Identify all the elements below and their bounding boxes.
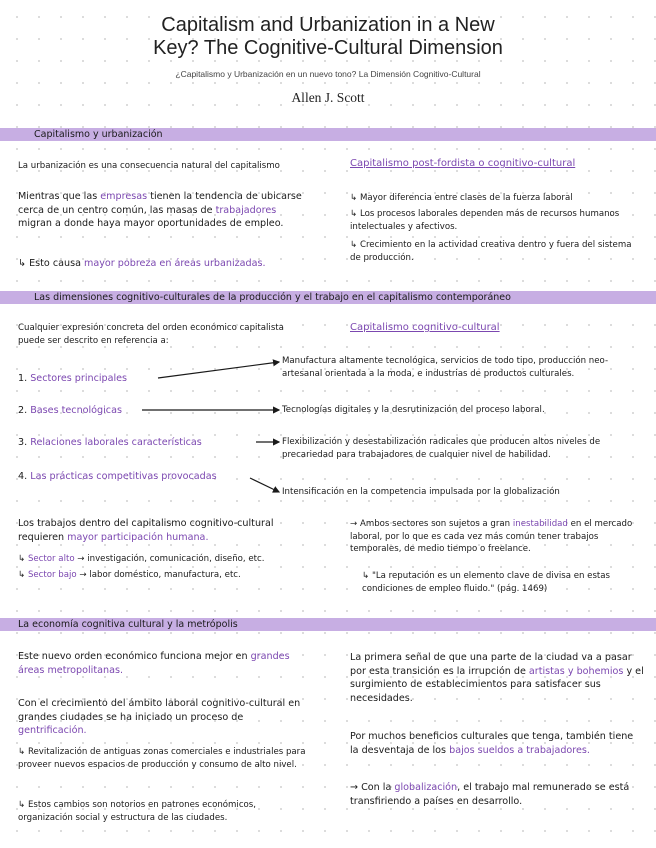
s1-p1-e: migran a donde haya mayor oportunidades de empleo. (18, 218, 284, 229)
subtitle: ¿Capitalismo y Urbanización en un nuevo tono? La Dimensión Cognitivo-Cultural (175, 69, 481, 79)
sector-bajo-text: labor doméstico, manufactura, etc. (86, 570, 241, 580)
arrow-icon: ↳ (350, 209, 360, 219)
item-3-label: Relaciones laborales características (30, 437, 202, 448)
item-4-label: Las prácticas competitivas provocadas (30, 471, 217, 482)
arrow-right-icon: → (350, 782, 362, 793)
s3-left-b1 (18, 746, 308, 771)
s2-bottom-p-a: Los trabajos dentro del capitalismo cognitivo-cultural requieren (18, 518, 274, 543)
sector-bajo-label: Sector bajo (27, 570, 77, 580)
s3-right-p3-c: , el trabajo mal remunerado se está transfiriendo a países en desarrollo. (350, 782, 630, 807)
s3-left-b1-text: Revitalización de antiguas zonas comerciales e industriales para proveer nuevos espacios de producción y consumo de alto nivel. (18, 747, 306, 770)
s2-quote (362, 570, 644, 595)
author: Allen J. Scott (291, 90, 365, 105)
s1-intro: La urbanización es una consecuencia natural del capitalismo (18, 161, 280, 171)
s2-item-1-desc: Manufactura altamente tecnológica, servicios de todo tipo, producción neo-artesanal orientada a la moda, e industrias de productos culturales. (282, 356, 609, 379)
sector-alto-text: investigación, comunicación, diseño, etc. (84, 554, 265, 564)
arrow-right-icon: → (74, 554, 85, 564)
section3-band (0, 618, 656, 631)
section2-heading: Las dimensiones cognitivo-culturales de la producción y el trabajo en el capitalismo contemporáneo (34, 292, 511, 303)
s1-bullet-a: Esto causa (29, 258, 84, 269)
s3-left-p2-a: Con el crecimiento del ámbito laboral cognitivo-cultural en grandes ciudades se ha iniciado un proceso de (18, 698, 301, 723)
item-2-label: Bases tecnológicas (30, 405, 122, 416)
s2-right-bottom-paragraph (350, 518, 642, 556)
s3-right-p3 (350, 781, 644, 808)
arrow-icon: ↳ (18, 747, 28, 757)
s3-right-p1-c: y el surgimiento de establecimientos para satisfacer sus necesidades. (350, 665, 644, 704)
s1-right-b3-text: Crecimiento en la actividad creativa dentro y fuera del sistema de producción. (350, 240, 632, 263)
item-3-num: 3. (18, 437, 28, 448)
s2-item-4-desc: Intensificación en la competencia impulsada por la globalización (282, 487, 560, 497)
s3-right-p1-a: La primera señal de que una parte de la ciudad va a pasar por esta transición es la irrupción de (350, 652, 632, 677)
s3-left-p2-b: gentrificación. (18, 725, 87, 736)
item-4-num: 4. (18, 471, 28, 482)
title-line-2: Key? The Cognitive-Cultural Dimension (153, 37, 503, 59)
s3-right-p2-b: bajos sueldos a trabajadores. (449, 744, 590, 756)
arrow-icon: ↳ (350, 240, 360, 250)
s2-item-3-desc: Flexibilización y desestabilización radicales que producen altos niveles de precariedad para trabajadores de cualquier nivel de habilidad. (282, 437, 601, 460)
s1-p1-trabajadores: trabajadores (215, 204, 277, 216)
s3-right-p2 (350, 730, 644, 757)
item-1-num: 1. (18, 373, 28, 384)
s2-item-2-desc: Tecnologías digitales y la desrutinización del proceso laboral. (282, 405, 545, 415)
rb-p-inestabilidad: inestabilidad (512, 519, 568, 529)
s1-right-b1-text: Mayor diferencia entre clases de la fuerza laboral (359, 193, 573, 203)
s1-p1-a: Mientras que las (18, 191, 101, 202)
s1-right-b2-text: Los procesos laborales dependen más de recursos humanos intelectuales y afectivos. (350, 209, 620, 232)
s1-p1-c: tienen la tendencia de ubicarse cerca de un centro común, las masas de (18, 191, 302, 216)
s2-sector-alto (18, 553, 318, 566)
s1-p1-empresas: empresas (100, 191, 148, 202)
arrow-icon: ↳ (18, 570, 28, 580)
s1-bullet-b: mayor pobreza en áreas urbanizadas. (84, 258, 266, 269)
rb-p-a: Ambos sectores son sujetos a gran (359, 519, 513, 529)
s2-quote-text: "La reputación es un elemento clave de divisa en estas condiciones de empleo fluido." (pág. 1469) (362, 571, 611, 594)
s3-left-p1-a: Este nuevo orden económico funciona mejor en (18, 651, 251, 662)
arrow-icon: ↳ (18, 258, 30, 269)
s2-intro: Cualquier expresión concreta del orden económico capitalista puede ser descrito en referencia a: (18, 323, 284, 346)
s3-left-p1-b: grandes áreas metropolitanas. (18, 651, 290, 676)
arrow-right-icon: → (76, 570, 87, 580)
s2-bottom-p-b: mayor participación humana. (67, 531, 209, 543)
s2-sector-bajo (18, 569, 318, 582)
s1-right-heading: Capitalismo post-fordista o cognitivo-cultural (350, 158, 576, 169)
arrow-item-1 (158, 362, 279, 378)
arrow-icon: ↳ (350, 193, 360, 203)
s3-left-p1 (18, 650, 303, 677)
s3-right-p2-a: Por muchos beneficios culturales que tenga, también tiene la desventaja de los (350, 731, 634, 756)
arrow-item-4 (250, 478, 279, 492)
s3-right-p1-b: artistas y bohemios (528, 665, 624, 677)
rb-p-c: en el mercado laboral, por lo que es cada vez más común tener trabajos temporales, de medio tiempo o freelance. (350, 519, 633, 554)
section3-heading: La economía cognitiva cultural y la metrópolis (18, 619, 238, 630)
arrow-right-icon: → (350, 519, 360, 529)
item-2-num: 2. (18, 405, 28, 416)
s3-left-p2 (18, 697, 303, 738)
s3-right-p1 (350, 651, 644, 705)
arrow-icon: ↳ (18, 800, 28, 810)
s3-right-p3-a: Con la (361, 782, 395, 793)
item-1-label: Sectores principales (30, 373, 128, 384)
s3-left-b2 (18, 799, 308, 824)
arrow-icon: ↳ (362, 571, 372, 581)
title-line-1: Capitalism and Urbanization in a New (161, 14, 495, 36)
s2-bottom-paragraph (18, 517, 303, 544)
s3-left-b2-text: Estos cambios son notorios en patrones económicos, organización social y estructura de las ciudades. (18, 800, 257, 823)
arrow-icon: ↳ (18, 554, 28, 564)
s3-right-p3-b: globalización (394, 782, 458, 793)
s2-right-heading: Capitalismo cognitivo-cultural (350, 322, 500, 333)
section1-heading: Capitalismo y urbanización (34, 129, 163, 140)
sector-alto-label: Sector alto (27, 554, 75, 564)
